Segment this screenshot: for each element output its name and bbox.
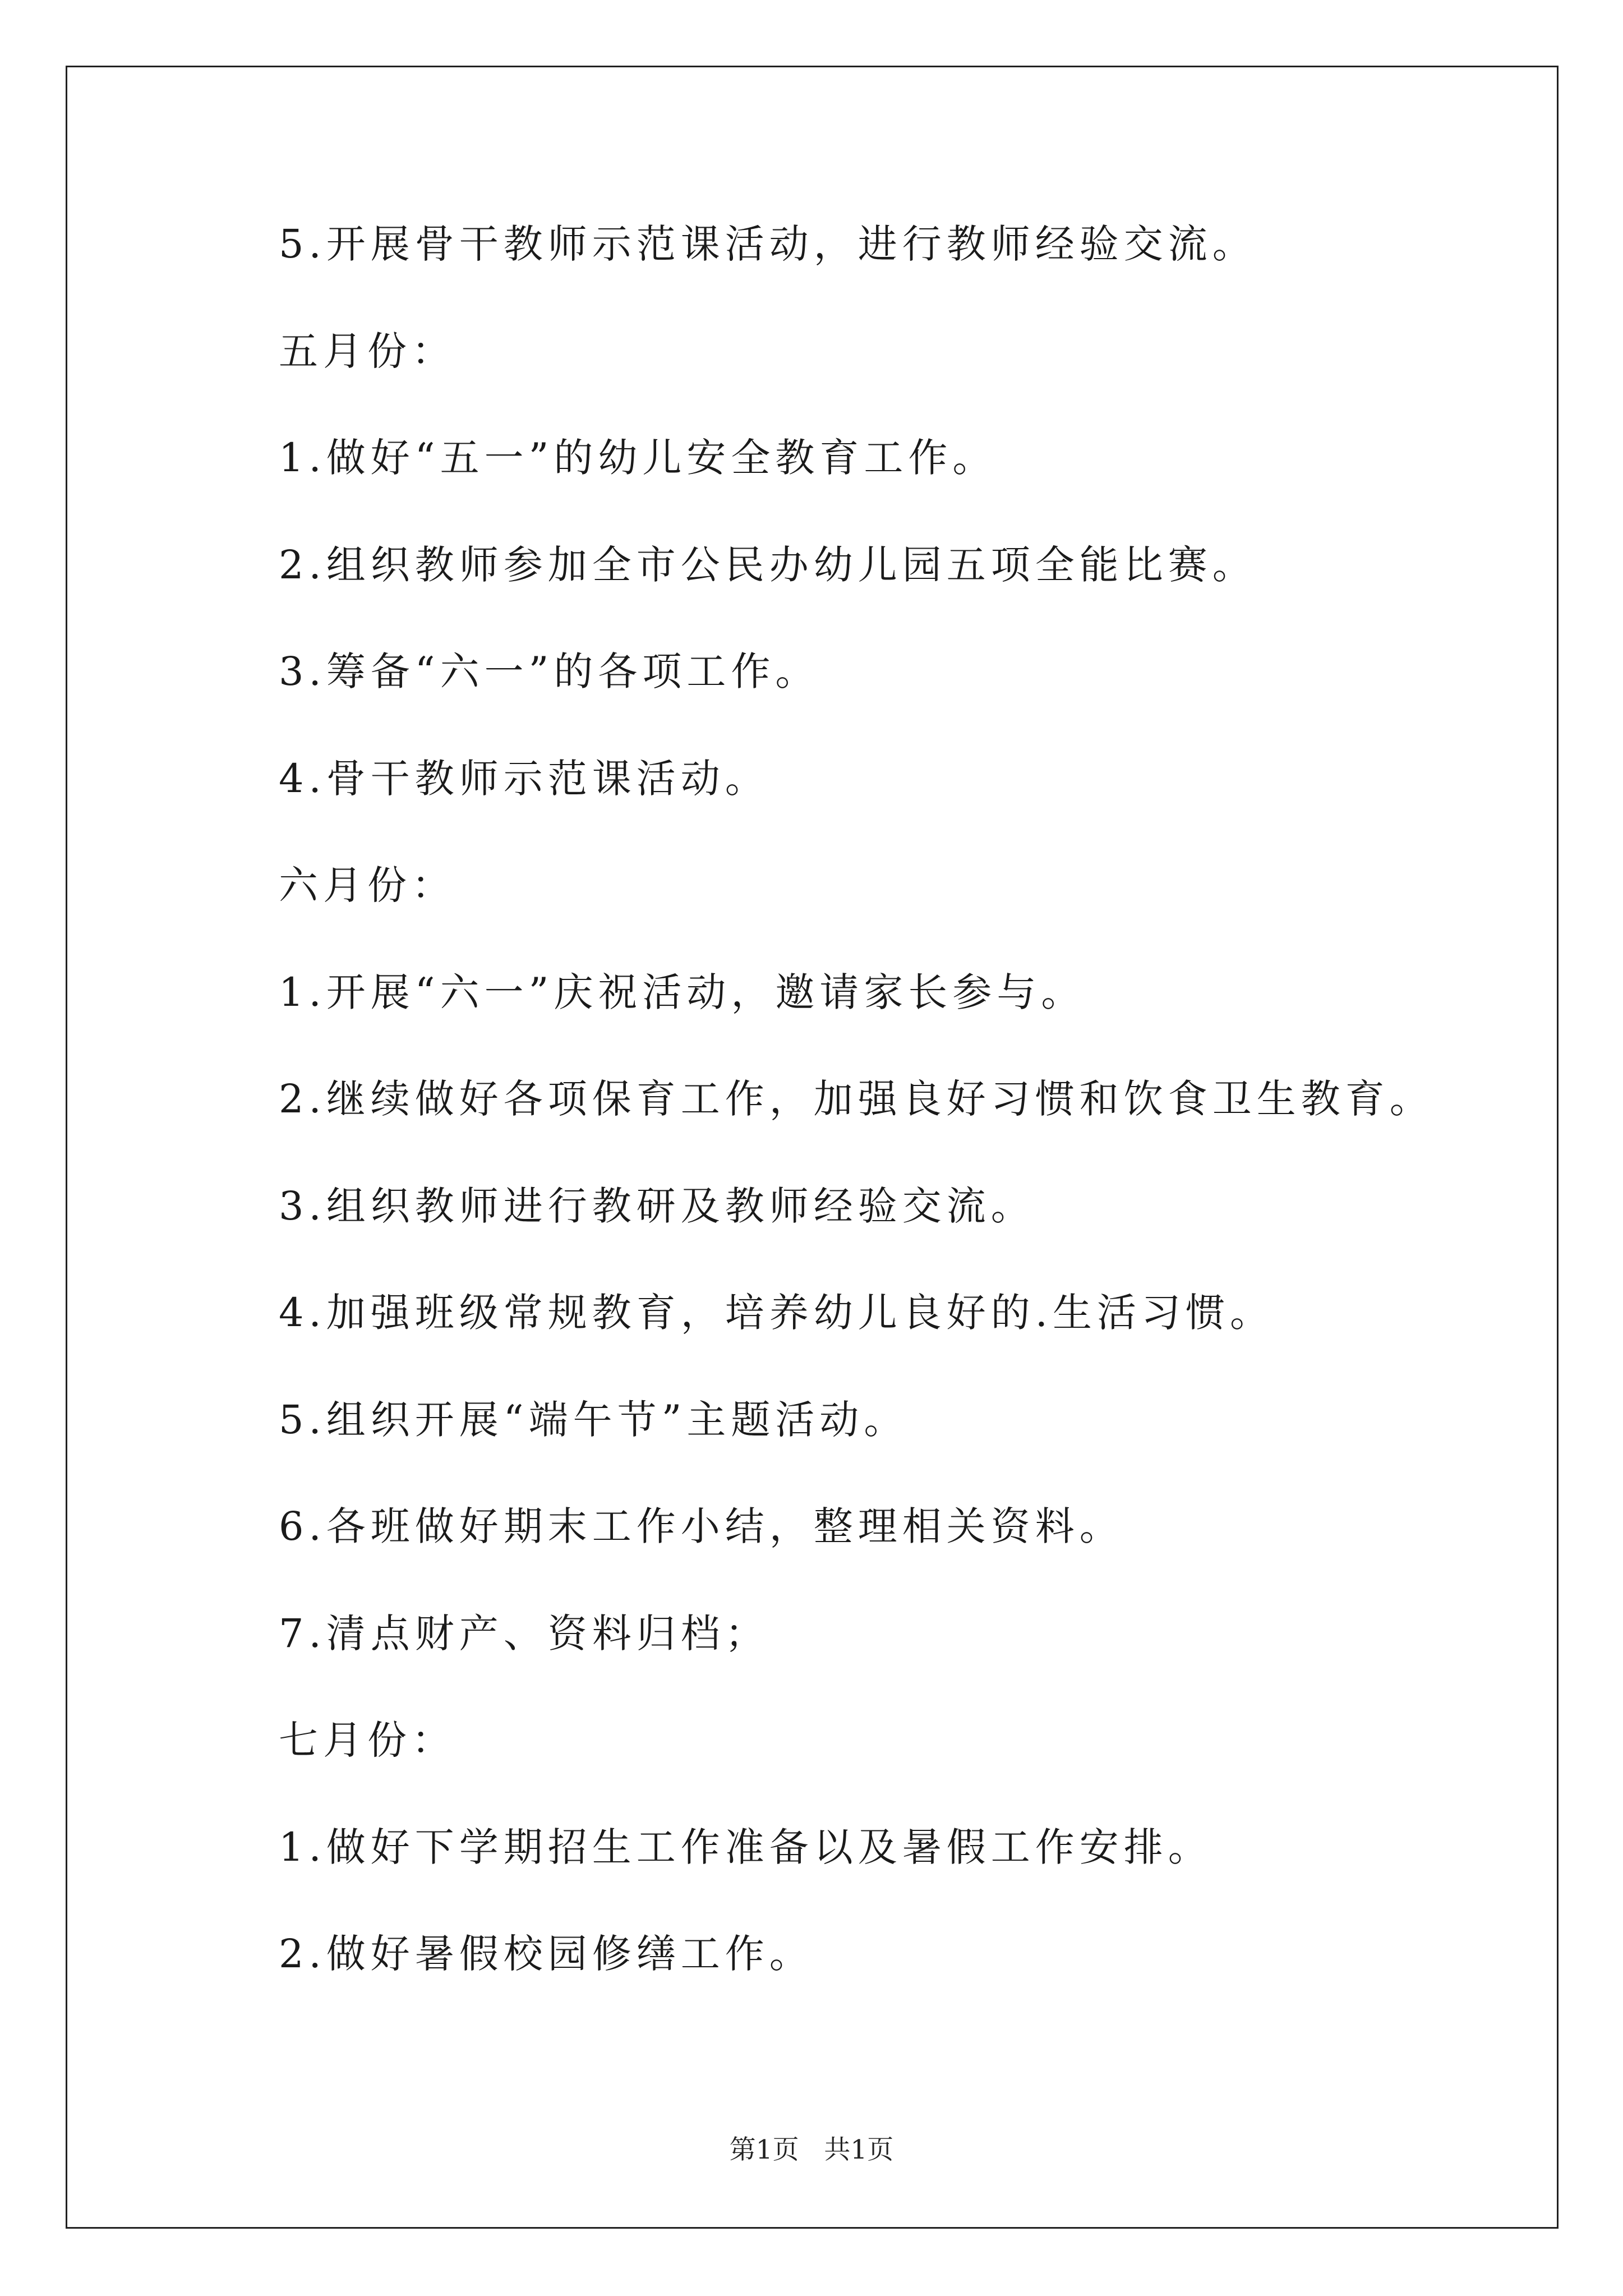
- document-body: [279, 221, 1484, 2041]
- section-heading-july: 七月份：: [279, 1717, 456, 1763]
- list-item: 3.筹备“六一”的各项工作。: [279, 648, 820, 694]
- section-heading-june: 六月份：: [279, 862, 456, 908]
- list-item: 7.清点财产、资料归档；: [279, 1610, 769, 1657]
- section-heading-may: 五月份：: [279, 328, 456, 374]
- list-item: 1.做好“五一”的幼儿安全教育工作。: [279, 435, 997, 481]
- list-item: 3.组织教师进行教研及教师经验交流。: [279, 1182, 1035, 1229]
- page-number-footer: 第1页 共1页: [729, 2134, 894, 2165]
- list-item: 5.组织开展“端午节”主题活动。: [279, 1396, 909, 1443]
- list-item: 4.加强班级常规教育，培养幼儿良好的.生活习惯。: [279, 1290, 1275, 1336]
- list-item: 5.开展骨干教师示范课活动，进行教师经验交流。: [279, 221, 1257, 267]
- list-item: 1.开展“六一”庆祝活动，邀请家长参与。: [279, 969, 1086, 1015]
- list-item: 2.做好暑假校园修缮工作。: [279, 1931, 814, 1977]
- list-item: 2.继续做好各项保育工作，加强良好习惯和饮食卫生教育。: [279, 1076, 1434, 1122]
- list-item: 6.各班做好期末工作小结，整理相关资料。: [279, 1503, 1124, 1549]
- list-item: 4.骨干教师示范课活动。: [279, 755, 769, 802]
- list-item: 1.做好下学期招生工作准备以及暑假工作安排。: [279, 1824, 1212, 1870]
- list-item: 2.组织教师参加全市公民办幼儿园五项全能比赛。: [279, 541, 1257, 588]
